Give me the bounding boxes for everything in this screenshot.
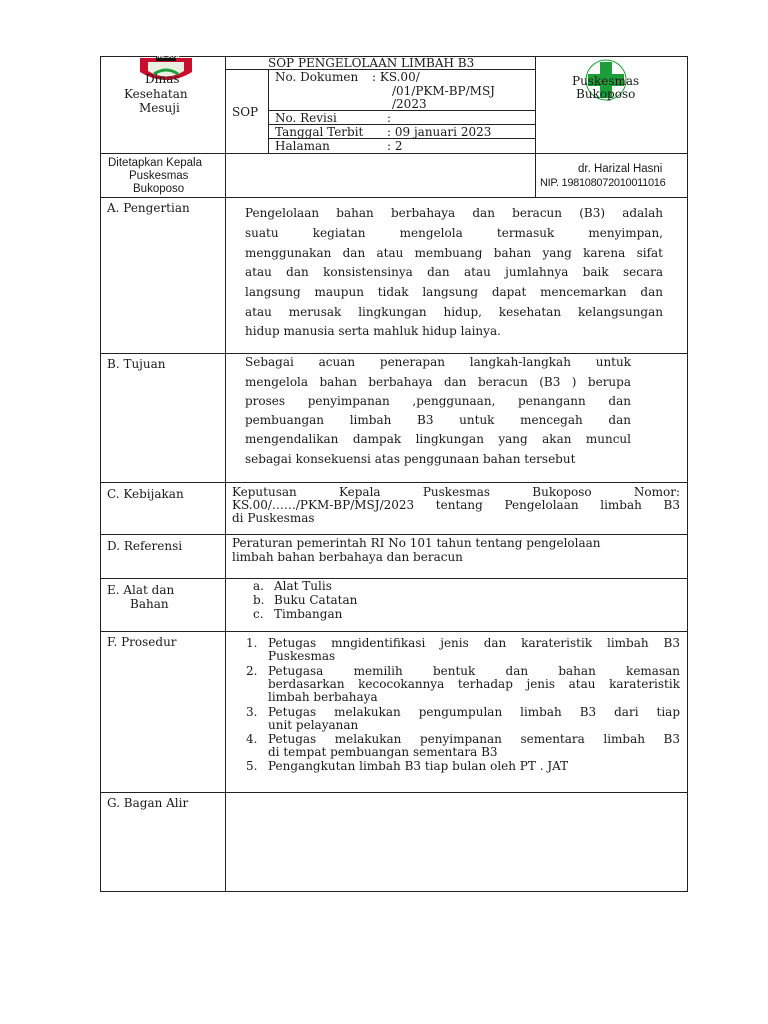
paragraph-line: atau dan konsistensinya dan atau jumlahnya baik secara — [245, 265, 663, 279]
list-marker: c. — [253, 607, 264, 621]
list-item-line: Pengangkutan limbah B3 tiap bulan oleh PT . JAT — [268, 759, 569, 773]
agency-name-line1: Dinas — [145, 72, 180, 86]
paragraph-line: Pengelolaan bahan berbahaya dan beracun (B3) adalah — [245, 206, 663, 220]
document-title: SOP PENGELOLAAN LIMBAH B3 — [268, 56, 475, 70]
list-item-line: unit pelayanan — [268, 718, 359, 732]
section-b-label: B. Tujuan — [107, 357, 166, 371]
approver-nip: NIP. 198108072010011016 — [540, 177, 666, 189]
section-e-label-line2: Bahan — [130, 597, 169, 611]
sop-label: SOP — [232, 105, 259, 119]
section-c-label: C. Kebijakan — [107, 487, 184, 501]
paragraph-line: KS.00/……/PKM-BP/MSJ/2023 tentang Pengelolaan limbah B3 — [232, 498, 680, 512]
approval-label-line2: Puskesmas — [129, 170, 189, 182]
approval-label-line1: Ditetapkan Kepala — [108, 157, 202, 169]
list-marker: 4. — [246, 732, 258, 746]
paragraph-line: Keputusan Kepala Puskesmas Bukoposo Nomor: — [232, 485, 680, 499]
page-label: Halaman — [275, 139, 330, 153]
issue-date-label: Tanggal Terbit — [275, 125, 364, 139]
paragraph-line: di Puskesmas — [232, 511, 315, 525]
list-item: Timbangan — [274, 607, 343, 621]
paragraph-line: langsung maupun tidak langsung dapat mencemarkan dan — [245, 285, 663, 299]
paragraph-line: Sebagai acuan penerapan langkah-langkah untuk — [245, 355, 631, 369]
list-item: Alat Tulis — [274, 579, 332, 593]
list-marker: 5. — [246, 759, 258, 773]
list-item-line: limbah berbahaya — [268, 690, 378, 704]
list-marker: a. — [253, 579, 264, 593]
section-g-label: G. Bagan Alir — [107, 796, 189, 810]
list-marker: 2. — [246, 664, 258, 678]
list-item-line: Petugas melakukan penyimpanan sementara limbah B3 — [268, 732, 680, 746]
list-item-line: berdasarkan kecocokannya terhadap jenis atau karateristik — [268, 677, 680, 691]
list-item: Buku Catatan — [274, 593, 358, 607]
logo-text: MESUJI — [157, 54, 180, 60]
approver-name: dr. Harizal Hasni — [578, 163, 663, 175]
paragraph-line: proses penyimpanan ,penggunaan, penangann dan — [245, 394, 631, 408]
paragraph-line: menggunakan dan atau membuang bahan yang karena sifat — [245, 246, 663, 260]
section-d-label: D. Referensi — [107, 539, 183, 553]
list-marker: 1. — [246, 636, 258, 650]
paragraph-line: pembuangan limbah B3 untuk mencegah dan — [245, 413, 631, 427]
list-item-line: Petugasa memilih bentuk dan bahan kemasan — [268, 664, 680, 678]
section-a-label: A. Pengertian — [107, 201, 190, 215]
approval-label-line3: Bukoposo — [133, 183, 185, 195]
paragraph-line: atau merusak lingkungan hidup, kesehatan kelangsungan — [245, 305, 663, 319]
agency-name-line2: Kesehatan — [124, 87, 188, 101]
paragraph-line: limbah bahan berbahaya dan beracun — [232, 550, 463, 564]
list-marker: 3. — [246, 705, 258, 719]
list-item-line: Petugas mngidentifikasi jenis dan karateristik limbah B3 — [268, 636, 680, 650]
doc-number-value-line3: /2023 — [392, 97, 427, 111]
puskesmas-name-line2: Bukoposo — [576, 87, 636, 101]
paragraph-line: Peraturan pemerintah RI No 101 tahun tentang pengelolaan — [232, 536, 601, 550]
revision-value: : — [387, 111, 392, 125]
paragraph-line: mengendalikan dampak lingkungan yang akan muncul — [245, 432, 631, 446]
doc-number-label: No. Dokumen — [275, 70, 359, 84]
list-item-line: di tempat pembuangan sementara B3 — [268, 745, 498, 759]
section-e-label-line1: E. Alat dan — [107, 583, 175, 597]
list-item-line: Petugas melakukan pengumpulan limbah B3 dari tiap — [268, 705, 680, 719]
section-f-label: F. Prosedur — [107, 635, 177, 649]
revision-label: No. Revisi — [275, 111, 337, 125]
list-marker: b. — [253, 593, 265, 607]
paragraph-line: suatu kegiatan mengelola termasuk menyimpan, — [245, 226, 663, 240]
flowchart-area — [226, 793, 687, 891]
paragraph-line: mengelola bahan berbahaya dan beracun (B3 ) berupa — [245, 375, 631, 389]
doc-number-value-line1: : KS.00/ — [372, 70, 420, 84]
paragraph-line: sebagai konsekuensi atas penggunaan bahan tersebut — [245, 452, 576, 466]
agency-name-line3: Mesuji — [139, 101, 180, 115]
page-value: : 2 — [387, 139, 403, 153]
doc-number-value-line2: /01/PKM-BP/MSJ — [392, 84, 495, 98]
puskesmas-name-line1: Puskesmas — [572, 74, 640, 88]
issue-date-value: : 09 januari 2023 — [387, 125, 492, 139]
paragraph-line: hidup manusia serta mahluk hidup lainya. — [245, 324, 501, 338]
list-item-line: Puskesmas — [268, 649, 336, 663]
